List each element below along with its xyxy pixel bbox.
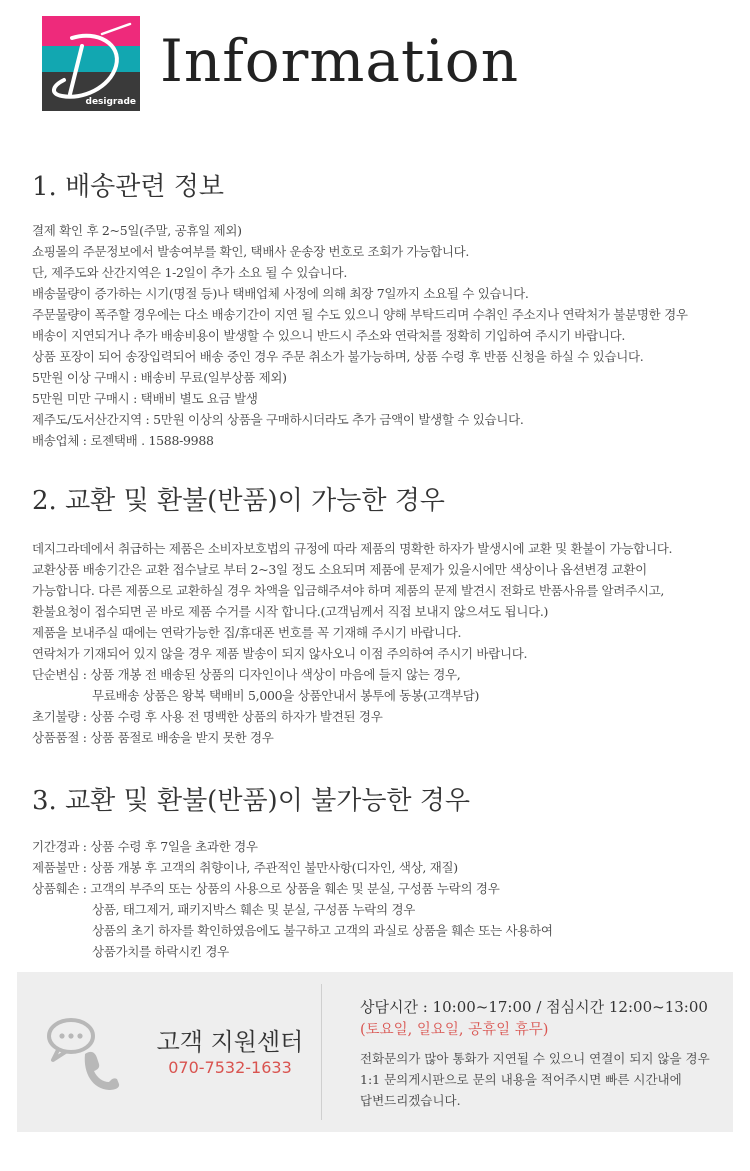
info-line: 결제 확인 후 2~5일(주말, 공휴일 제외) [32,223,242,238]
info-line: 상품 포장이 되어 송장입력되어 배송 중인 경우 주문 취소가 불가능하며, 상품 수령 후 반품 신청을 하실 수 있습니다. [32,349,644,364]
holiday-notice: (토요일, 일요일, 공휴일 휴무) [360,1022,549,1038]
info-line: 초기불량 : 상품 수령 후 사용 전 명백한 상품의 하자가 발견된 경우 [32,709,383,724]
notice-line: 1:1 문의게시판으로 문의 내용을 적어주시면 빠른 시간내에 [360,1072,682,1087]
info-line: 상품가치를 하락시킨 경우 [92,944,229,959]
shipping-info-lines [32,220,688,451]
info-line: 제주도/도서산간지역 : 5만원 이상의 상품을 구매하시더라도 추가 금액이 발생할 수 있습니다. [32,412,524,427]
info-line: 상품의 초기 하자를 확인하였음에도 불구하고 고객의 과실로 상품을 훼손 또는 사용하여 [92,923,553,938]
section-heading: 2. 교환 및 환불(반품)이 가능한 경우 [32,486,445,516]
non-refundable-lines [32,836,553,962]
info-line: 교환상품 배송기간은 교환 접수날로 부터 2~3일 정도 소요되며 제품에 문제가 있을시에만 색상이나 옵션변경 교환이 [32,562,647,577]
non-refundable-section [32,784,722,959]
info-line: 기간경과 : 상품 수령 후 7일을 초과한 경우 [32,839,258,854]
refundable-lines [32,538,672,748]
info-line: 배송이 지연되거나 추가 배송비용이 발생할 수 있으니 반드시 주소와 연락처를 정확히 기입하여 주시기 바랍니다. [32,328,626,343]
info-line: 단, 제주도와 산간지역은 1-2일이 추가 소요 될 수 있습니다. [32,265,348,280]
info-line: 배송업체 : 로젠택배 . 1588-9988 [32,433,214,448]
support-phone-number: 070-7532-1633 [168,1058,292,1077]
contact-notice [360,1048,710,1111]
info-line: 배송물량이 증가하는 시기(명절 등)나 택배업체 사정에 의해 최장 7일까지 소요될 수 있습니다. [32,286,529,301]
info-line: 쇼핑몰의 주문정보에서 발송여부를 확인, 택배사 운송장 번호로 조회가 가능합니다. [32,244,470,259]
desigrade-logo [42,16,140,111]
info-line: 연락처가 기재되어 있지 않을 경우 제품 발송이 되지 않사오니 이점 주의하여 주시기 바랍니다. [32,646,528,661]
info-line: 가능합니다. 다른 제품으로 교환하실 경우 차액을 입금해주셔야 하며 제품의 문제 발견시 전화로 반품사유를 알려주시고, [32,583,665,598]
info-line: 주문물량이 폭주할 경우에는 다소 배송기간이 지연 될 수도 있으니 양해 부탁드리며 수취인 주소지나 연락처가 불분명한 경우 [32,307,688,322]
section-heading: 1. 배송관련 정보 [32,172,225,202]
support-center-title: 고객 지원센터 [156,1028,304,1056]
shipping-info-section [32,170,722,448]
page-header [0,0,750,150]
info-line: 5만원 이상 구매시 : 배송비 무료(일부상품 제외) [32,370,287,385]
info-line: 상품, 태그제거, 패키지박스 훼손 및 분실, 구성품 누락의 경우 [92,902,416,917]
info-line: 제품을 보내주실 때에는 연락가능한 집/휴대폰 번호를 꼭 기재해 주시기 바랍니다. [32,625,462,640]
notice-line: 답변드리겠습니다. [360,1093,461,1108]
chat-phone-icon [41,1010,121,1090]
info-line: 무료배송 상품은 왕복 택배비 5,000을 상품안내서 봉투에 동봉(고객부담) [92,688,480,703]
refundable-section [32,484,722,745]
logo-subtext: desigrade [85,97,136,107]
footer-divider [321,984,322,1120]
info-line: 제품불만 : 상품 개봉 후 고객의 취향이나, 주관적인 불만사항(디자인, 색상, 재질) [32,860,458,875]
info-line: 데지그라데에서 취급하는 제품은 소비자보호법의 규정에 따라 제품의 명확한 하자가 발생시에 교환 및 환불이 가능합니다. [32,541,673,556]
customer-support-box [17,972,733,1132]
info-line: 상품품절 : 상품 품절로 배송을 받지 못한 경우 [32,730,274,745]
info-line: 단순변심 : 상품 개봉 전 배송된 상품의 디자인이나 색상이 마음에 들지 않는 경우, [32,667,461,682]
page-title: Information [160,27,520,95]
info-line: 환불요청이 접수되면 곧 바로 제품 수거를 시작 합니다.(고객님께서 직접 보내지 않으셔도 됩니다.) [32,604,549,619]
section-heading: 3. 교환 및 환불(반품)이 불가능한 경우 [32,786,471,816]
info-line: 상품훼손 : 고객의 부주의 또는 상품의 사용으로 상품을 훼손 및 분실, 구성품 누락의 경우 [32,881,500,896]
info-line: 5만원 미만 구매시 : 택배비 별도 요금 발생 [32,391,258,406]
consultation-hours: 상담시간 : 10:00~17:00 / 점심시간 12:00~13:00 [360,998,708,1016]
notice-line: 전화문의가 많아 통화가 지연될 수 있으니 연결이 되지 않을 경우 [360,1051,710,1066]
